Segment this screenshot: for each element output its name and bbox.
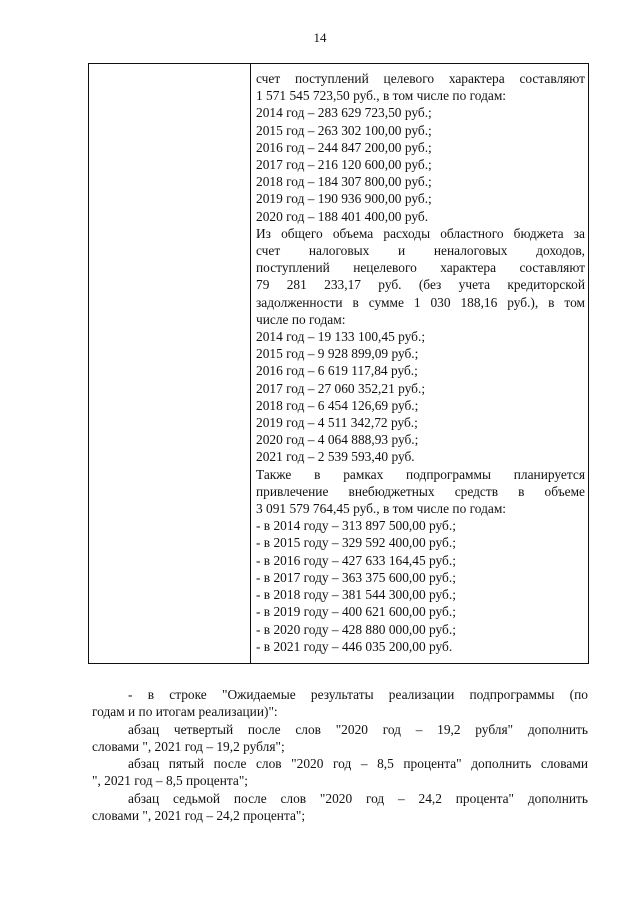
text-line: - в 2014 году – 313 897 500,00 руб.; bbox=[256, 518, 456, 534]
text-line: 1 571 545 723,50 руб., в том числе по годам: bbox=[256, 88, 507, 104]
paragraph-line: ", 2021 год – 8,5 процента"; bbox=[92, 773, 249, 789]
text-line: 2015 год – 263 302 100,00 руб.; bbox=[256, 122, 432, 138]
text-line: числе по годам: bbox=[256, 311, 346, 327]
text-line: 2015 год – 9 928 899,09 руб.; bbox=[256, 346, 419, 362]
amendments-text bbox=[92, 686, 588, 824]
text-line: задолженности в сумме 1 030 188,16 руб.), в том bbox=[256, 294, 585, 310]
text-line: - в 2021 году – 446 035 200,00 руб. bbox=[256, 638, 453, 654]
text-line: 2021 год – 2 539 593,40 руб. bbox=[256, 449, 415, 465]
paragraph-line: годам и по итогам реализации)": bbox=[92, 704, 278, 720]
text-line: 2018 год – 184 307 800,00 руб.; bbox=[256, 174, 432, 190]
text-line: поступлений нецелевого характера составляют bbox=[256, 260, 585, 276]
text-line: 2018 год – 6 454 126,69 руб.; bbox=[256, 397, 419, 413]
text-line: 2019 год – 190 936 900,00 руб.; bbox=[256, 191, 432, 207]
paragraph-line: - в строке "Ожидаемые результаты реализации подпрограммы (по bbox=[128, 687, 588, 702]
table bbox=[88, 63, 589, 664]
text-line: 2014 год – 19 133 100,45 руб.; bbox=[256, 329, 426, 345]
paragraph-line: абзац четвертый после слов "2020 год – 19,2 рубля" дополнить bbox=[128, 721, 588, 737]
text-line: - в 2015 году – 329 592 400,00 руб.; bbox=[256, 535, 456, 551]
text-line: 2019 год – 4 511 342,72 руб.; bbox=[256, 415, 418, 431]
text-line: 2016 год – 244 847 200,00 руб.; bbox=[256, 139, 432, 155]
text-line: - в 2016 году – 427 633 164,45 руб.; bbox=[256, 552, 456, 568]
text-line: 2014 год – 283 629 723,50 руб.; bbox=[256, 105, 432, 121]
text-line: 2016 год – 6 619 117,84 руб.; bbox=[256, 363, 418, 379]
table-cell-text bbox=[256, 70, 585, 655]
text-line: - в 2018 году – 381 544 300,00 руб.; bbox=[256, 587, 456, 603]
text-line: 2017 год – 27 060 352,21 руб.; bbox=[256, 380, 426, 396]
text-line: Также в рамках подпрограммы планируется bbox=[256, 466, 585, 482]
text-line: привлечение внебюджетных средств в объеме bbox=[256, 483, 585, 499]
text-line: 2020 год – 188 401 400,00 руб. bbox=[256, 208, 429, 224]
paragraph-line: словами ", 2021 год – 24,2 процента"; bbox=[92, 808, 306, 824]
text-line: - в 2017 году – 363 375 600,00 руб.; bbox=[256, 569, 456, 585]
text-line: Из общего объема расходы областного бюджета за bbox=[256, 225, 585, 241]
text-line: - в 2020 году – 428 880 000,00 руб.; bbox=[256, 621, 456, 637]
text-line: счет поступлений целевого характера составляют bbox=[256, 71, 585, 86]
page-number: 14 bbox=[313, 30, 327, 45]
paragraph-line: абзац пятый после слов "2020 год – 8,5 процента" дополнить словами bbox=[128, 756, 588, 772]
paragraph-line: абзац седьмой после слов "2020 год – 24,2 процента" дополнить bbox=[128, 790, 588, 806]
text-line: 2017 год – 216 120 600,00 руб.; bbox=[256, 157, 432, 173]
text-line: 2020 год – 4 064 888,93 руб.; bbox=[256, 432, 419, 448]
text-line: - в 2019 году – 400 621 600,00 руб.; bbox=[256, 604, 456, 620]
column-divider bbox=[250, 64, 251, 663]
paragraph-line: словами ", 2021 год – 19,2 рубля"; bbox=[92, 738, 285, 754]
text-line: 3 091 579 764,45 руб., в том числе по годам: bbox=[256, 501, 507, 517]
text-line: счет налоговых и неналоговых доходов, bbox=[256, 243, 585, 259]
text-line: 79 281 233,17 руб. (без учета кредиторской bbox=[256, 277, 585, 293]
